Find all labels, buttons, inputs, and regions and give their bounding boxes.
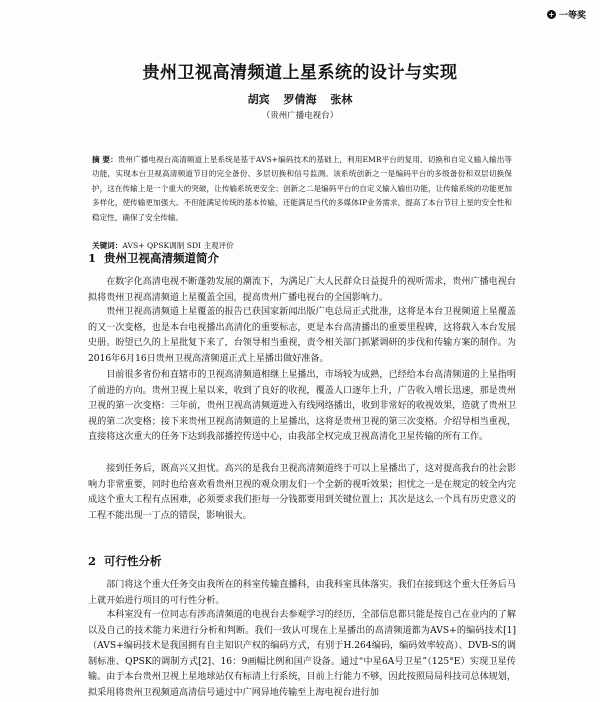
paragraph: 部门将这个重大任务交由我所在的科室传输直播科，由我科室具体落实。我们在接到这个重大任务后马上就开始进行项目的可行性分析。 (88, 580, 516, 606)
paper-affiliation: （贵州广播电视台） (261, 111, 339, 121)
paper-authors: 胡宾 罗倩海 张林 (247, 93, 353, 106)
paragraph: 贵州卫视高清频道上星覆盖的报告已获国家新闻出版广电总局正式批准，这将是本台卫视频道上星覆盖的又一次变格，也是本台电视播出高清化的重要标志，更是本台高清播出的重要里程碑，这将载入本台发展史册。盼望已久的上星批复下来了，台领导相当重视，责令相关部门抓紧调研的步伐和传输方案的制作。为2016年6月16日贵州卫视高清频道正式上星播出做好准备。 (88, 307, 516, 364)
abstract-label: 摘 要： (92, 155, 118, 164)
section-title: 贵州卫视高清频道简介 (104, 251, 220, 265)
abstract (92, 153, 512, 225)
paragraph: 在数字化高清电视不断蓬勃发展的潮流下，为满足广大人民群众日益提升的视听需求，贵州广播电视台拟将贵州卫视高清频道上星覆盖全国，提高贵州广播电视台的全国影响力。 (88, 277, 516, 303)
circle-plus-icon: + (548, 10, 555, 19)
section-number: 1 (88, 251, 97, 265)
paper-title: 贵州卫视高清频道上星系统的设计与实现 (142, 63, 458, 83)
section-heading-2 (88, 553, 162, 569)
running-head (547, 8, 586, 21)
paragraph: 目前很多省份和直辖市的卫视高清频道相继上星播出，市场较为成熟，已经给本台高清频道的上星指明了前进的方向。贵州卫视上星以来，收到了良好的收视，覆盖人口逐年上升，广告收入增长迅速，那是贵州卫视的第一次变格：三年前，贵州卫视高清频道进入有线网络播出，收到非常好的收视效果，造就了贵州卫视的第二次变格；接下来贵州卫视高清频道的上星播出，这将是贵州卫视的第三次变格。介绍导相当重视，直接将这次重大的任务下达到我部播控传送中心，由我部全权完成卫视高清化卫星传输的所有工作。 (88, 370, 516, 443)
keywords-label: 关键词： (92, 241, 123, 250)
keywords-text: AVS+ QPSK调制 SDI 主观评价 (122, 241, 234, 250)
section-title: 可行性分析 (104, 554, 162, 568)
section-heading-1 (88, 250, 219, 266)
abstract-text: 贵州广播电视台高清频道上星系统是基于AVS+编码技术的基础上，利用EMR平台的复用、切换和自定义输入输出等功能，实现本台卫视高清频道节目的完全备份、多层切换和信号监测。该系统创新之一是编码平台的多级备份和双层切换保护，这在传输上是一个重大的突破，让传输系统更安全；创新之二是编码平台的自定义输入输出功能，让传输系统的功能更加多样化，使传输更加强大。不但能满足传统的基本传输，还能满足当代的多媒体IP业务需求，提高了本台节目上星的安全性和稳定性，确保了安全传输。 (92, 155, 512, 222)
paragraph: 接到任务后，既高兴又担忧。高兴的是我台卫视高清频道终于可以上星播出了，这对提高我台的社会影响力非常重要，同时也给喜欢看贵州卫视的观众朋友们一个全新的视听效果；担忧之一是在规定的较全内完成这个重大工程有点困难，必须要求我们拒每一分钱都要用到关键位置上；其次是这么一个具有历史意义的工程不能出现一丁点的错误，影响很大。 (88, 464, 516, 521)
running-head-text: 一等奖 (558, 11, 586, 21)
section-number: 2 (88, 554, 97, 568)
paragraph: 本科室没有一位同志有涉高清频道的电视台去参观学习的经历，全部信息都只能是按自己在业内的了解以及自己的技术能力来进行分析和判断。我们一致认可现在上星播出的高清频道都为AVS+的编码技术[1]（AVS+编码技术是我国拥有自主知识产权的编码方式，有别于H.264编码，编码效率较高）、DVB-S的调制标准、QPSK的调制方式[2]、16：9画幅比例和国产设备。通过“中星6A号卫星”（125°E）实现卫星传输。由于本台贵州卫视上星地球站仅有标清上行系统，目前上行能力不够，因此按照局局科技司总体规划，拟采用将贵州卫视频道高清信号通过中广网异地传输至上海电视台进行加 (88, 610, 516, 698)
